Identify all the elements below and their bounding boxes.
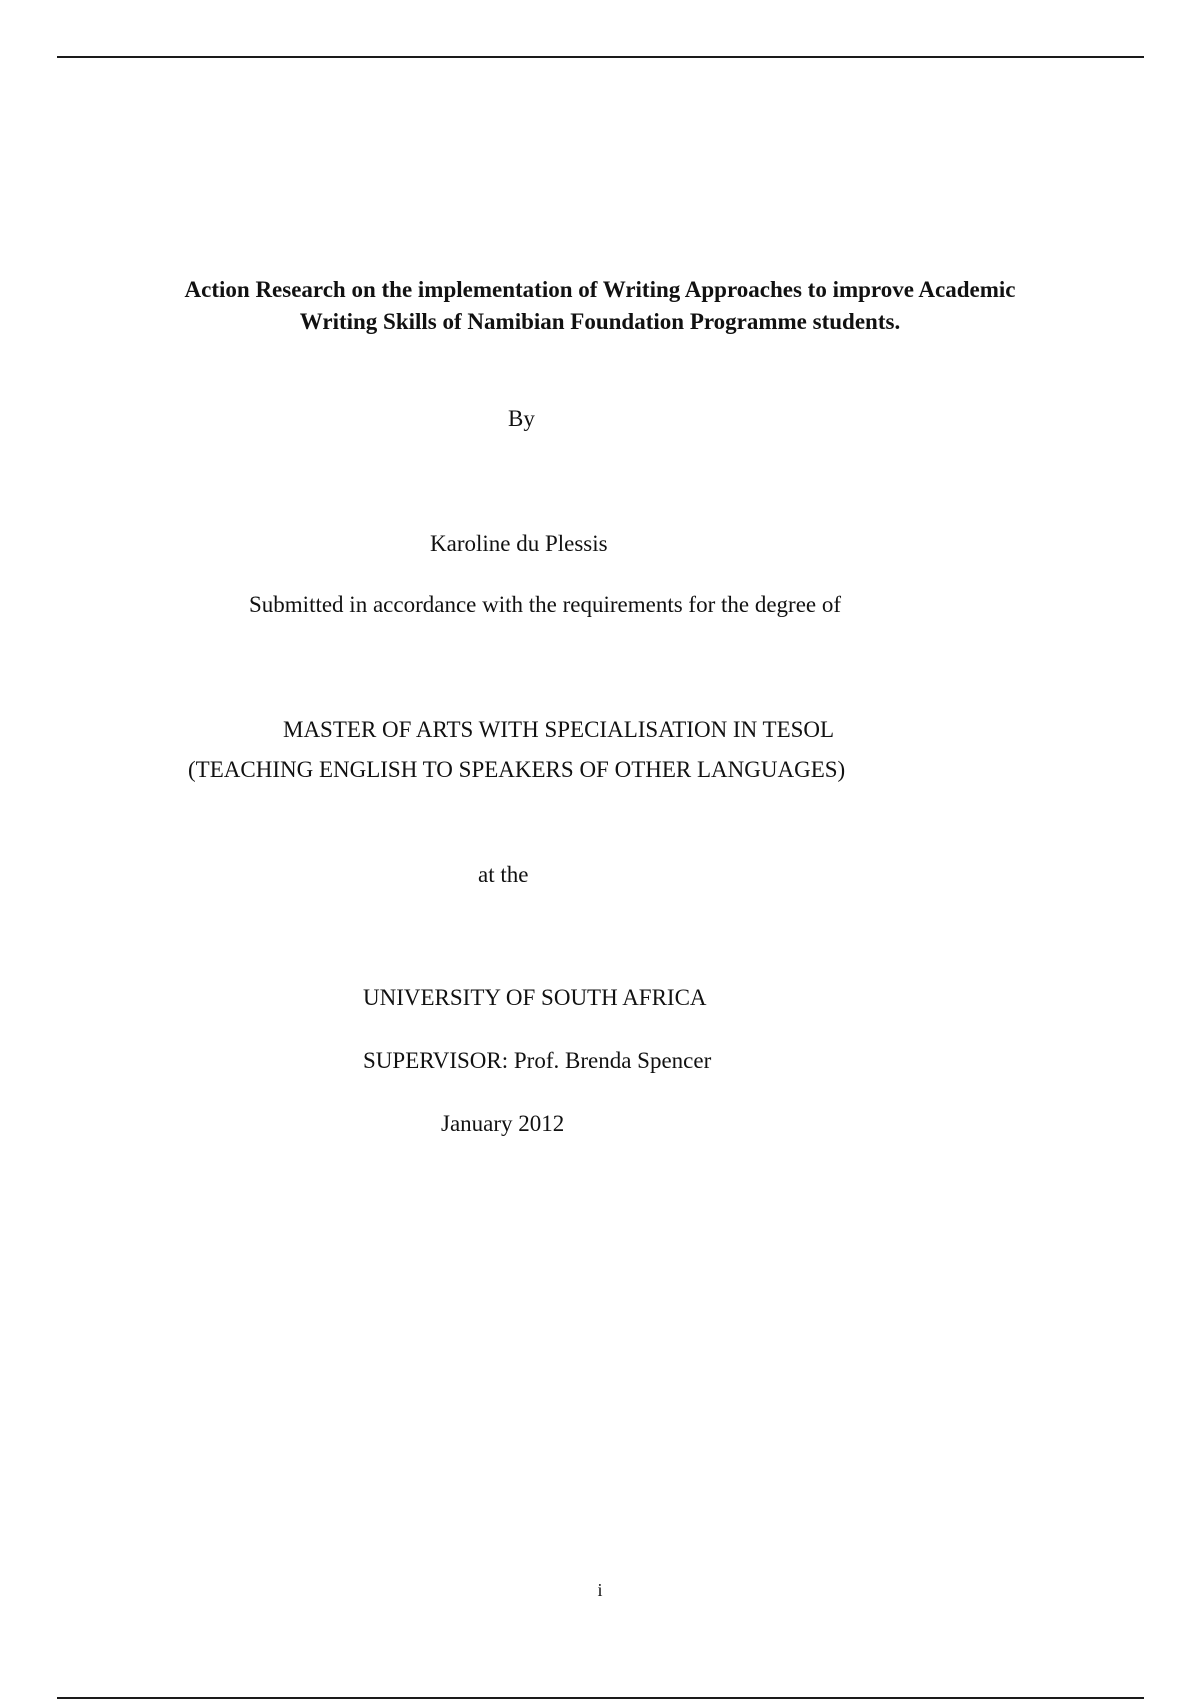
supervisor-line: SUPERVISOR: Prof. Brenda Spencer <box>363 1048 712 1073</box>
university-name: UNIVERSITY OF SOUTH AFRICA <box>363 985 707 1010</box>
by-label: By <box>508 406 535 431</box>
top-rule <box>57 56 1144 58</box>
author-name: Karoline du Plessis <box>430 531 608 556</box>
submission-statement: Submitted in accordance with the requirements for the degree of <box>249 592 842 617</box>
at-the-label: at the <box>478 862 529 887</box>
thesis-title <box>100 274 1100 338</box>
degree-line-2: (TEACHING ENGLISH TO SPEAKERS OF OTHER LANGUAGES) <box>188 757 846 782</box>
thesis-title-line-1: Action Research on the implementation of Writing Approaches to improve Academic <box>184 277 1016 302</box>
page-number: i <box>597 1580 603 1600</box>
bottom-rule <box>57 1697 1144 1699</box>
submission-date: January 2012 <box>441 1111 565 1136</box>
degree-line-1: MASTER OF ARTS WITH SPECIALISATION IN TESOL <box>283 717 835 742</box>
thesis-title-line-2: Writing Skills of Namibian Foundation Programme students. <box>299 309 901 334</box>
